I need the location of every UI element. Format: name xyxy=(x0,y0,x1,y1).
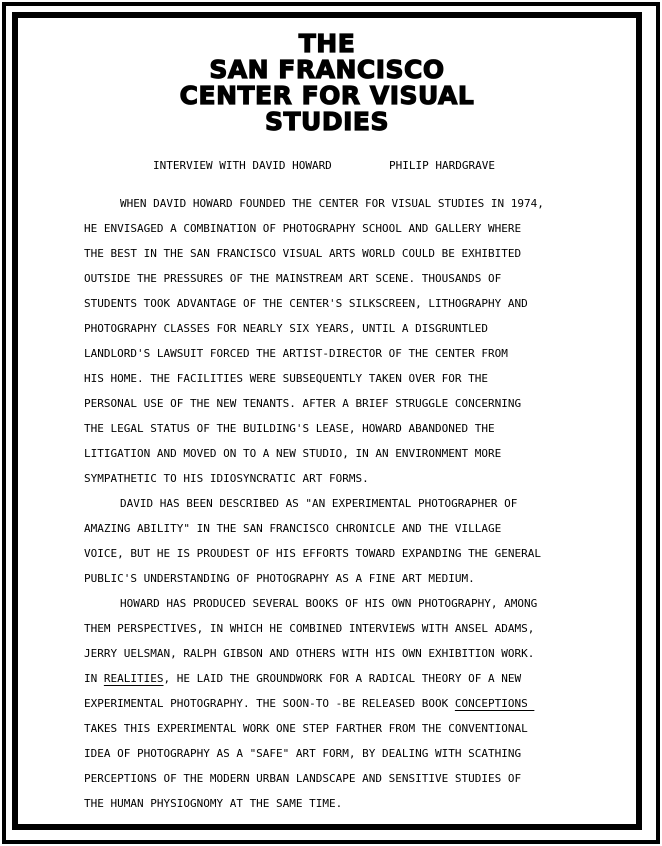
text-fragment: EXPERIMENTAL PHOTOGRAPHY. THE SOON-TO -BE RELEASED BOOK xyxy=(84,697,455,710)
text-line: SYMPATHETIC TO HIS IDIOSYNCRATIC ART FORMS. xyxy=(84,472,369,485)
text-line: THE HUMAN PHYSIOGNOMY AT THE SAME TIME. xyxy=(84,797,343,810)
text-line: STUDENTS TOOK ADVANTAGE OF THE CENTER'S SILKSCREEN, LITHOGRAPHY AND xyxy=(84,297,528,310)
text-fragment: , HE LAID THE GROUNDWORK FOR A RADICAL THEORY OF A NEW xyxy=(163,672,522,685)
text-line: VOICE, BUT HE IS PROUDEST OF HIS EFFORTS TOWARD EXPANDING THE GENERAL xyxy=(84,547,541,560)
text-line: IDEA OF PHOTOGRAPHY AS A "SAFE" ART FORM, BY DEALING WITH SCATHING xyxy=(84,747,522,760)
title-line: THE xyxy=(298,29,356,58)
text-line: HE ENVISAGED A COMBINATION OF PHOTOGRAPHY SCHOOL AND GALLERY WHERE xyxy=(84,222,522,235)
interview-byline: INTERVIEW WITH DAVID HOWARD xyxy=(153,159,332,172)
page-title xyxy=(18,31,636,135)
title-line: SAN FRANCISCO xyxy=(209,55,445,84)
text-line: PUBLIC'S UNDERSTANDING OF PHOTOGRAPHY AS A FINE ART MEDIUM. xyxy=(84,572,475,585)
text-fragment: IN xyxy=(84,672,104,685)
title-line: CENTER FOR VISUAL xyxy=(179,81,475,110)
text-line: HOWARD HAS PRODUCED SEVERAL BOOKS OF HIS OWN PHOTOGRAPHY, AMONG xyxy=(120,597,538,610)
article-body xyxy=(84,191,629,816)
text-line: THEM PERSPECTIVES, IN WHICH HE COMBINED INTERVIEWS WITH ANSEL ADAMS, xyxy=(84,622,535,635)
text-line: PERSONAL USE OF THE NEW TENANTS. AFTER A BRIEF STRUGGLE CONCERNING xyxy=(84,397,522,410)
text-line: PERCEPTIONS OF THE MODERN URBAN LANDSCAPE AND SENSITIVE STUDIES OF xyxy=(84,772,522,785)
book-title-realities: REALITIES xyxy=(103,672,164,685)
text-line: WHEN DAVID HOWARD FOUNDED THE CENTER FOR VISUAL STUDIES IN 1974, xyxy=(120,197,544,210)
text-line: OUTSIDE THE PRESSURES OF THE MAINSTREAM ART SCENE. THOUSANDS OF xyxy=(84,272,502,285)
text-line xyxy=(84,666,629,691)
text-line: THE BEST IN THE SAN FRANCISCO VISUAL ARTS WORLD COULD BE EXHIBITED xyxy=(84,247,522,260)
text-line: AMAZING ABILITY" IN THE SAN FRANCISCO CHRONICLE AND THE VILLAGE xyxy=(84,522,502,535)
book-title-conceptions: CONCEPTIONS xyxy=(454,697,535,710)
text-line: LITIGATION AND MOVED ON TO A NEW STUDIO, IN AN ENVIRONMENT MORE xyxy=(84,447,502,460)
author-byline: PHILIP HARDGRAVE xyxy=(389,159,495,172)
text-line xyxy=(84,691,629,716)
document-page xyxy=(18,18,636,824)
text-line: JERRY UELSMAN, RALPH GIBSON AND OTHERS WITH HIS OWN EXHIBITION WORK. xyxy=(84,647,535,660)
title-line: STUDIES xyxy=(265,107,389,136)
text-line: DAVID HAS BEEN DESCRIBED AS "AN EXPERIMENTAL PHOTOGRAPHER OF xyxy=(120,497,518,510)
text-line: TAKES THIS EXPERIMENTAL WORK ONE STEP FARTHER FROM THE CONVENTIONAL xyxy=(84,722,528,735)
text-line: HIS HOME. THE FACILITIES WERE SUBSEQUENTLY TAKEN OVER FOR THE xyxy=(84,372,488,385)
text-line: THE LEGAL STATUS OF THE BUILDING'S LEASE, HOWARD ABANDONED THE xyxy=(84,422,495,435)
text-line: LANDLORD'S LAWSUIT FORCED THE ARTIST-DIRECTOR OF THE CENTER FROM xyxy=(84,347,508,360)
text-line: PHOTOGRAPHY CLASSES FOR NEARLY SIX YEARS, UNTIL A DISGRUNTLED xyxy=(84,322,488,335)
